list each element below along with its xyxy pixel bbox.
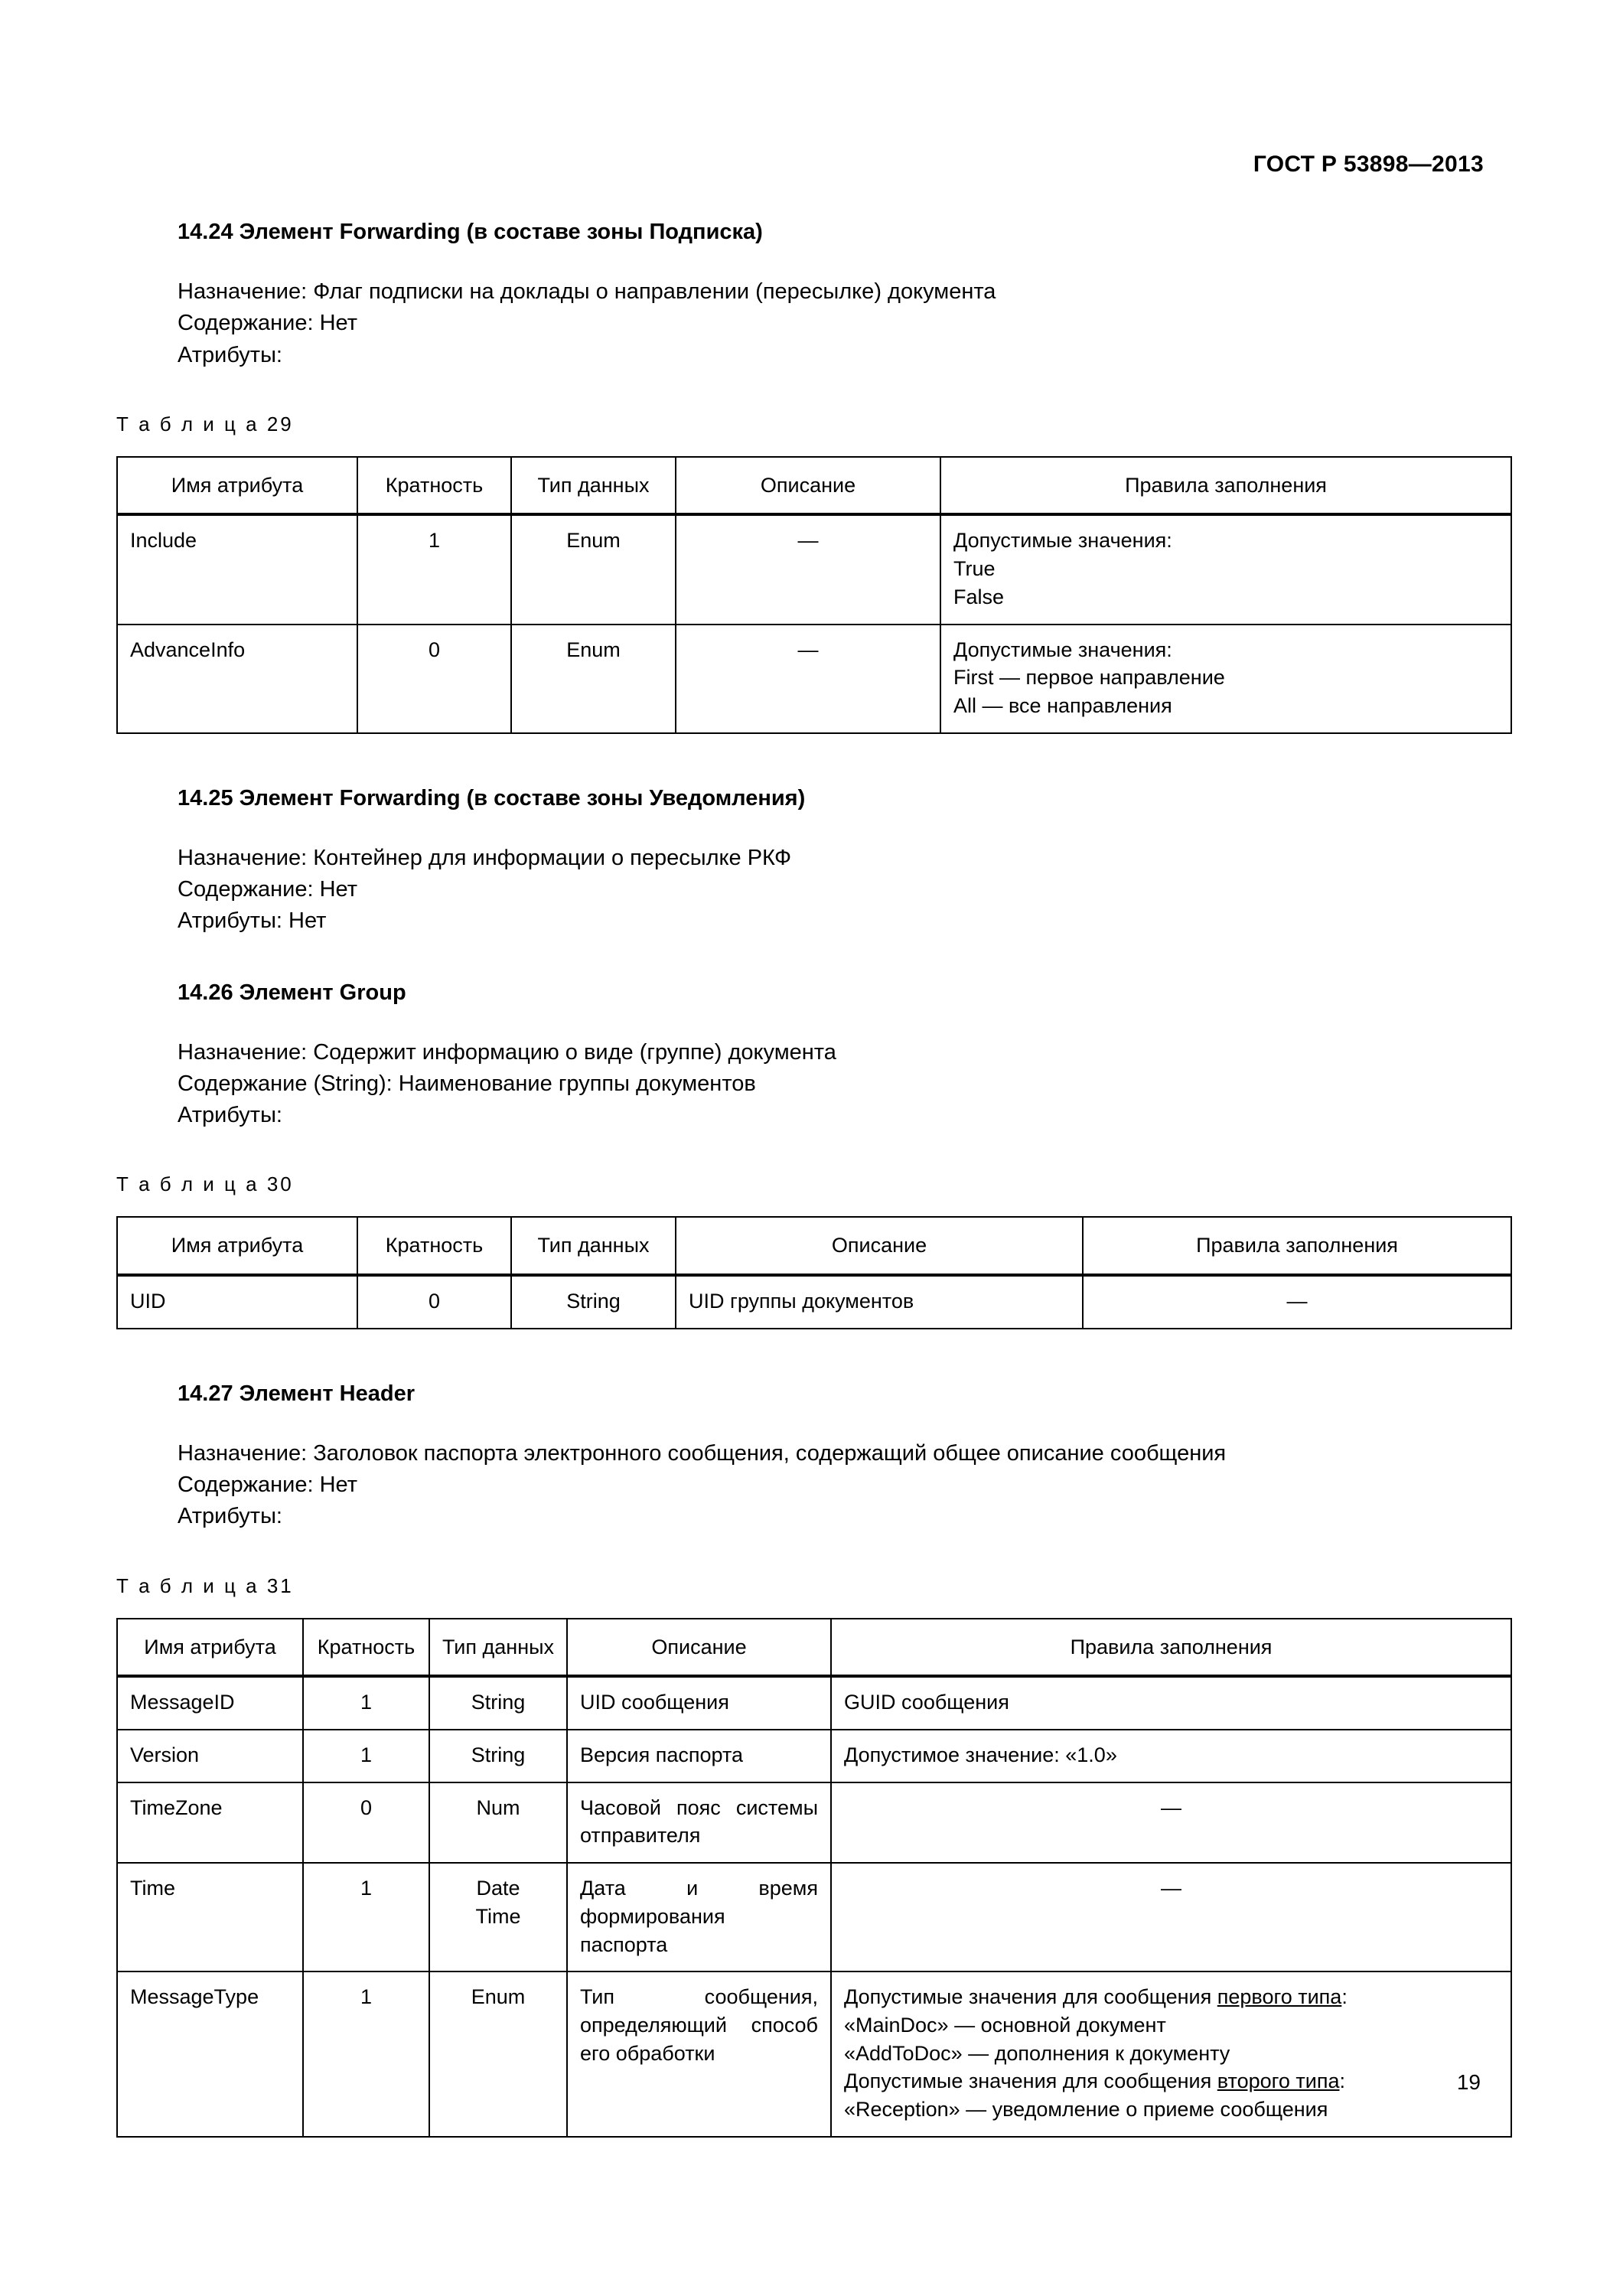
cell-rules [940, 625, 1511, 733]
cell-attribute-name: MessageID [117, 1676, 303, 1730]
cell-attribute-name: Time [117, 1863, 303, 1971]
rules-text: : [1339, 2069, 1345, 2093]
section-purpose-14-25: Назначение: Контейнер для информации о пересылке РКФ [178, 846, 791, 871]
rules-text: Допустимые значения для сообщения [844, 2069, 1217, 2093]
cell-rules: — [831, 1782, 1511, 1863]
cell-multiplicity: 0 [357, 625, 511, 733]
rules-text: Допустимые значения для сообщения [844, 1985, 1217, 2009]
cell-multiplicity: 0 [357, 1275, 511, 1329]
table-header-row [117, 457, 1511, 515]
cell-multiplicity: 1 [303, 1863, 429, 1971]
rules-line: False [953, 585, 1005, 608]
table-30 [116, 1216, 1512, 1329]
column-header-datatype: Тип данных [429, 1619, 567, 1677]
cell-description: Часовой пояс системы отправителя [567, 1782, 831, 1863]
section-attributes-14-24: Атрибуты: [178, 342, 282, 367]
cell-datatype: Enum [429, 1971, 567, 2137]
section-title-14-25: 14.25 Элемент Forwarding (в составе зоны Уведомления) [178, 785, 806, 810]
table-row [117, 1676, 1511, 1730]
table-caption-31: Т а б л и ц а 31 [116, 1574, 294, 1597]
table-row [117, 1275, 1511, 1329]
section-content-14-25: Содержание: Нет [178, 877, 357, 902]
section-title-14-24: 14.24 Элемент Forwarding (в составе зоны Подписка) [178, 220, 763, 244]
table-row [117, 1863, 1511, 1971]
table-caption-29: Т а б л и ц а 29 [116, 412, 294, 435]
table-row [117, 1782, 1511, 1863]
cell-attribute-name: AdvanceInfo [117, 625, 357, 733]
cell-description: UID сообщения [567, 1676, 831, 1730]
section-purpose-14-27 [116, 1438, 1511, 1469]
rules-line: True [953, 557, 996, 581]
cell-datatype-line2: Time [475, 1904, 521, 1928]
table-row [117, 514, 1511, 624]
rules-line: «AddToDoc» — дополнения к документу [844, 2041, 1230, 2065]
rules-line: «Reception» — уведомление о приеме сообщения [844, 2098, 1328, 2122]
page-number: 19 [1456, 2070, 1481, 2094]
section-title-14-27: 14.27 Элемент Header [178, 1381, 416, 1406]
column-header-datatype: Тип данных [511, 457, 676, 515]
rules-line [844, 2067, 1498, 2095]
rules-line [844, 1983, 1498, 2011]
rules-line: «MainDoc» — основной документ [844, 2014, 1166, 2037]
cell-attribute-name: TimeZone [117, 1782, 303, 1863]
cell-datatype: String [429, 1676, 567, 1730]
cell-rules: — [1083, 1275, 1511, 1329]
column-header-description: Описание [567, 1619, 831, 1677]
column-header-description: Описание [676, 457, 940, 515]
cell-attribute-name: Version [117, 1730, 303, 1782]
section-content-14-26: Содержание (String): Наименование группы документов [178, 1071, 756, 1096]
column-header-multiplicity: Кратность [357, 1217, 511, 1275]
section-purpose-14-24: Назначение: Флаг подписки на доклады о направлении (пересылке) документа [178, 279, 996, 305]
column-header-rules: Правила заполнения [831, 1619, 1511, 1677]
table-31 [116, 1618, 1512, 2138]
rules-line: All — все направления [953, 694, 1172, 718]
section-attributes-14-25: Атрибуты: Нет [178, 908, 327, 934]
column-header-name: Имя атрибута [117, 1619, 303, 1677]
cell-multiplicity: 1 [303, 1730, 429, 1782]
table-row [117, 1971, 1511, 2137]
rules-underlined: первого типа [1217, 1985, 1342, 2009]
column-header-multiplicity: Кратность [357, 457, 511, 515]
cell-rules: — [831, 1863, 1511, 1971]
table-header-row [117, 1217, 1511, 1275]
table-caption-30: Т а б л и ц а 30 [116, 1172, 294, 1196]
cell-datatype: Num [429, 1782, 567, 1863]
column-header-datatype: Тип данных [511, 1217, 676, 1275]
cell-attribute-name: Include [117, 514, 357, 624]
rules-line: Допустимые значения: [953, 529, 1172, 553]
section-purpose-14-26: Назначение: Содержит информацию о виде (группе) документа [178, 1039, 836, 1065]
cell-description: Тип сообщения, определяющий способ его обработки [567, 1971, 831, 2137]
rules-line: Допустимые значения: [953, 638, 1172, 661]
cell-attribute-name: MessageType [117, 1971, 303, 2137]
cell-attribute-name: UID [117, 1275, 357, 1329]
cell-datatype: String [429, 1730, 567, 1782]
column-header-description: Описание [676, 1217, 1083, 1275]
cell-multiplicity: 1 [357, 514, 511, 624]
cell-description: UID группы документов [676, 1275, 1083, 1329]
table-row [117, 625, 1511, 733]
cell-rules [831, 1971, 1511, 2137]
cell-multiplicity: 1 [303, 1676, 429, 1730]
running-header-standard-id: ГОСТ Р 53898—2013 [1253, 152, 1484, 177]
cell-multiplicity: 1 [303, 1971, 429, 2137]
column-header-name: Имя атрибута [117, 1217, 357, 1275]
cell-rules: Допустимое значение: «1.0» [831, 1730, 1511, 1782]
cell-description: — [676, 514, 940, 624]
cell-rules: GUID сообщения [831, 1676, 1511, 1730]
rules-underlined: второго типа [1217, 2069, 1340, 2093]
section-purpose-14-27-text: Назначение: Заголовок паспорта электронного сообщения, содержащий общее описание сообщения [178, 1441, 1227, 1466]
column-header-name: Имя атрибута [117, 457, 357, 515]
column-header-rules: Правила заполнения [940, 457, 1511, 515]
cell-multiplicity: 0 [303, 1782, 429, 1863]
table-header-row [117, 1619, 1511, 1677]
column-header-rules: Правила заполнения [1083, 1217, 1511, 1275]
cell-rules [940, 514, 1511, 624]
section-attributes-14-27: Атрибуты: [178, 1504, 282, 1529]
cell-datatype: Enum [511, 514, 676, 624]
cell-datatype: String [511, 1275, 676, 1329]
section-attributes-14-26: Атрибуты: [178, 1103, 282, 1128]
rules-line: First — первое направление [953, 666, 1225, 690]
table-row [117, 1730, 1511, 1782]
cell-description: — [676, 625, 940, 733]
column-header-multiplicity: Кратность [303, 1619, 429, 1677]
cell-description: Дата и время формирования паспорта [567, 1863, 831, 1971]
section-content-14-27: Содержание: Нет [178, 1473, 357, 1498]
section-content-14-24: Содержание: Нет [178, 311, 357, 336]
cell-description: Версия паспорта [567, 1730, 831, 1782]
cell-datatype-line1: Date [476, 1877, 520, 1900]
cell-datatype: Enum [511, 625, 676, 733]
table-29 [116, 456, 1512, 734]
page-content [116, 218, 1511, 2138]
section-title-14-26: 14.26 Элемент Group [178, 980, 406, 1005]
cell-datatype [429, 1863, 567, 1971]
rules-text: : [1341, 1985, 1348, 2009]
